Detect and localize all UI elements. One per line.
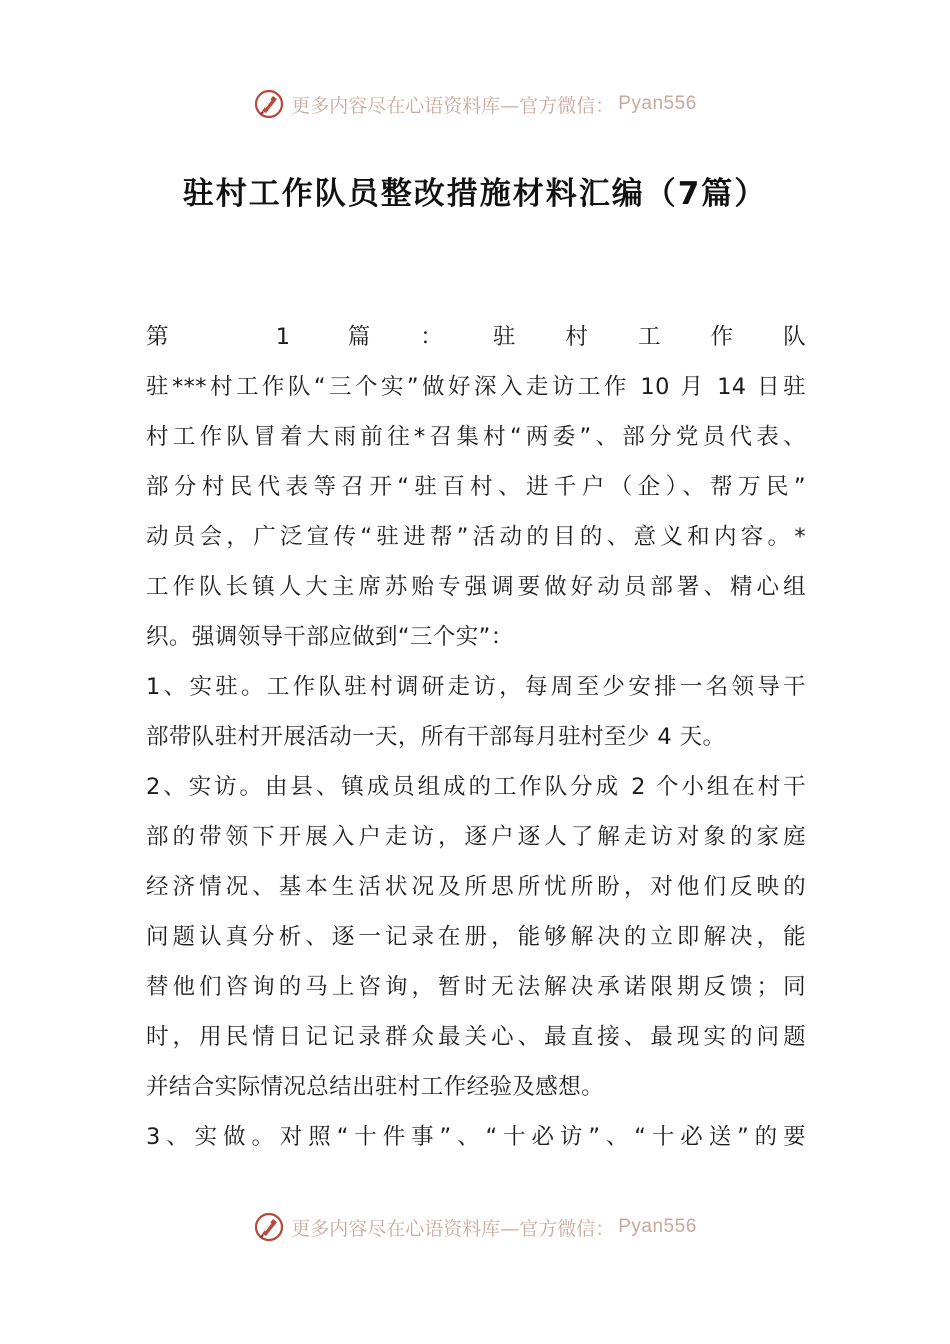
body-line: 经济情况、基本生活状况及所思所忧所盼，对他们反映的 [146, 874, 806, 900]
document-title: 驻村工作队员整改措施材料汇编（7篇） [182, 176, 768, 212]
body-line: 第 1 篇：驻村工作队 [146, 324, 806, 350]
body-line: 3、实做。对照“十件事”、“十必访”、“十必送”的要 [146, 1124, 806, 1150]
body-line: 织。强调领导干部应做到“三个实”： [146, 624, 514, 650]
body-line: 2、实访。由县、镇成员组成的工作队分成 2 个小组在村干 [146, 774, 806, 800]
body-line: 问题认真分析、逐一记录在册，能够解决的立即解决，能 [146, 924, 806, 950]
watermark-wechat-id: Pyan556 [618, 93, 697, 114]
body-line: 部的带领下开展入户走访，逐户逐人了解走访对象的家庭 [146, 824, 806, 850]
pen-nib-circle-icon [253, 88, 285, 120]
body-line: 村工作队冒着大雨前往*召集村“两委”、部分党员代表、 [146, 424, 806, 450]
body-line: 时，用民情日记记录群众最关心、最直接、最现实的问题 [146, 1024, 806, 1050]
watermark-wechat-id: Pyan556 [618, 1216, 697, 1237]
watermark-text: 更多内容尽在心语资料库—官方微信： [291, 94, 615, 117]
document-body [146, 312, 806, 1162]
body-line: 1、实驻。工作队驻村调研走访，每周至少安排一名领导干 [146, 674, 806, 700]
body-line: 动员会，广泛宣传“驻进帮”活动的目的、意义和内容。* [146, 524, 806, 550]
pen-nib-circle-icon [253, 1211, 285, 1243]
body-line: 并结合实际情况总结出驻村工作经验及感想。 [146, 1074, 605, 1100]
footer-watermark [0, 1207, 950, 1247]
body-line: 工作队长镇人大主席苏贻专强调要做好动员部署、精心组 [146, 574, 806, 600]
body-line: 驻***村工作队“三个实”做好深入走访工作 10 月 14 日驻 [146, 374, 806, 400]
watermark-text: 更多内容尽在心语资料库—官方微信： [291, 1217, 615, 1240]
body-line: 部带队驻村开展活动一天，所有干部每月驻村至少 4 天。 [146, 724, 726, 750]
body-line: 部分村民代表等召开“驻百村、进千户（企）、帮万民” [146, 474, 806, 500]
header-watermark [0, 84, 950, 124]
body-line: 替他们咨询的马上咨询，暂时无法解决承诺限期反馈；同 [146, 974, 806, 1000]
